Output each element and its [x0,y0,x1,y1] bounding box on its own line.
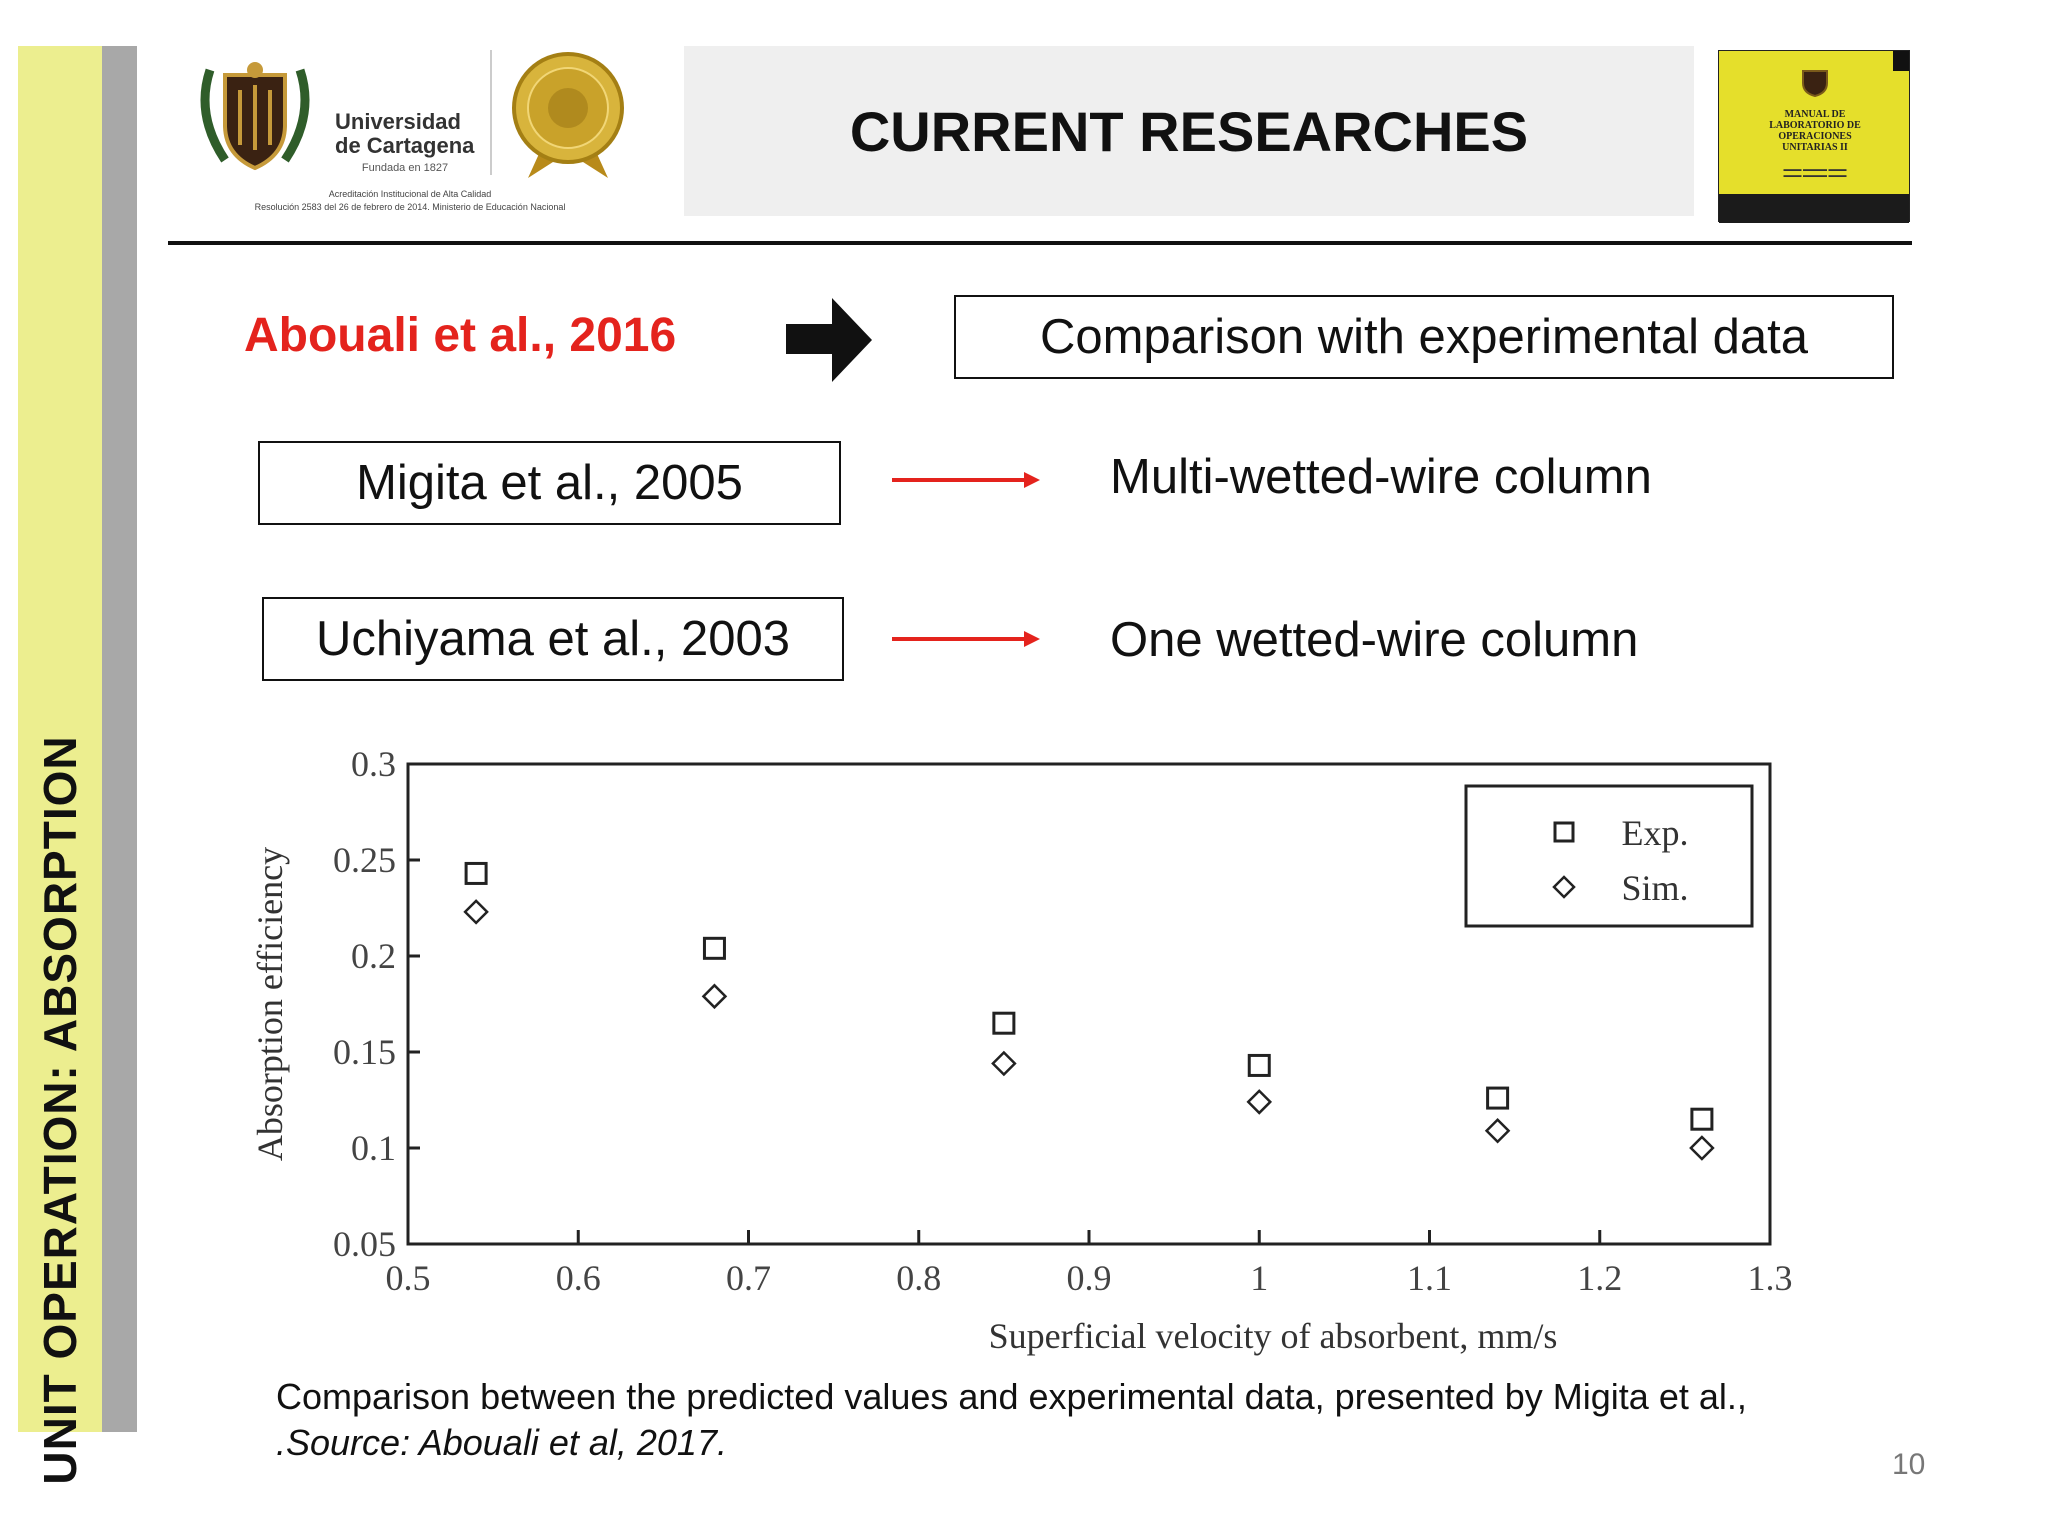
y-tick-label: 0.15 [333,1032,396,1072]
y-axis-label: Absorption efficiency [250,846,290,1162]
sidebar-shadow [102,46,137,1432]
sim-point [465,901,487,923]
x-tick-label: 1 [1250,1258,1269,1298]
exp-point [994,1013,1014,1033]
x-tick-label: 0.8 [896,1258,942,1298]
x-axis-label: Superficial velocity of absorbent, mm/s [988,1316,1558,1356]
exp-point [1692,1109,1712,1129]
header-divider [168,241,1912,245]
page-title: CURRENT RESEARCHES [849,99,1529,163]
book-title: MANUAL DE LABORATORIO DE OPERACIONES UNITARIAS II [1769,109,1861,153]
exp-point [1249,1055,1269,1075]
header-title-box [684,46,1694,216]
book-authors: ▬▬▬ ▬▬▬▬ ▬▬▬ ▬▬▬ ▬▬▬▬ ▬▬▬ [1783,167,1847,179]
x-tick-label: 0.7 [726,1258,771,1298]
red-arrow-icon [890,627,1042,651]
accreditation-text: Acreditación Institucional de Alta Calidad Resolución 2583 del 26 de febrero de 2014. Ministerio de Educación Nacional [254,189,566,212]
legend-label-sim: Sim. [1621,868,1689,908]
legend [1466,786,1752,926]
sidebar-label: UNIT OPERATION: ABSORPTION [34,735,86,1485]
exp-point [704,938,724,958]
x-tick-label: 1.2 [1577,1258,1623,1298]
y-tick-label: 0.1 [351,1128,396,1168]
x-tick-label: 1.1 [1407,1258,1452,1298]
accreditation-seal-icon [508,50,628,180]
sim-point [1691,1137,1713,1159]
column-description-multi: Multi-wetted-wire column [1110,450,1652,504]
comparison-box: Comparison with experimental data [954,295,1894,379]
absorption-efficiency-chart [220,720,1840,1360]
red-arrow-icon [890,468,1042,492]
reference-box-uchiyama: Uchiyama et al., 2003 [262,597,844,681]
university-crest-icon [190,50,320,180]
page-number: 10 [1892,1448,1926,1481]
sim-point [1248,1091,1270,1113]
y-tick-label: 0.25 [333,840,396,880]
legend-box [1466,786,1752,926]
column-description-one: One wetted-wire column [1110,613,1639,667]
x-tick-label: 0.6 [555,1258,601,1298]
sim-point [703,985,725,1007]
x-tick-label: 1.3 [1747,1258,1793,1298]
university-founded: Fundada en 1827 [361,162,449,174]
arrow-right-icon [784,294,874,384]
legend-label-exp: Exp. [1621,813,1689,853]
sim-point [1487,1120,1509,1142]
lab-manual-cover [1718,50,1910,222]
sim-point [993,1053,1015,1075]
x-axis [386,1230,1793,1298]
book-band [1719,194,1909,223]
reference-box-migita: Migita et al., 2005 [258,441,841,525]
y-tick-label: 0.3 [351,744,396,784]
logo-divider [490,50,492,175]
y-tick-label: 0.05 [333,1224,396,1264]
x-tick-label: 0.9 [1066,1258,1112,1298]
source-reference: Abouali et al., 2016 [244,309,677,362]
book-tab [1893,51,1909,71]
exp-point [1488,1088,1508,1108]
x-tick-label: 0.5 [385,1258,431,1298]
university-logo [190,50,630,225]
exp-point [466,863,486,883]
university-name: Universidad de Cartagena [335,109,475,158]
y-tick-label: 0.2 [351,936,396,976]
figure-caption: Comparison between the predicted values and experimental data, presented by Migita et al., .Source: Abouali et al, 2017. [276,1376,1747,1463]
book-crest-icon [1795,67,1835,97]
